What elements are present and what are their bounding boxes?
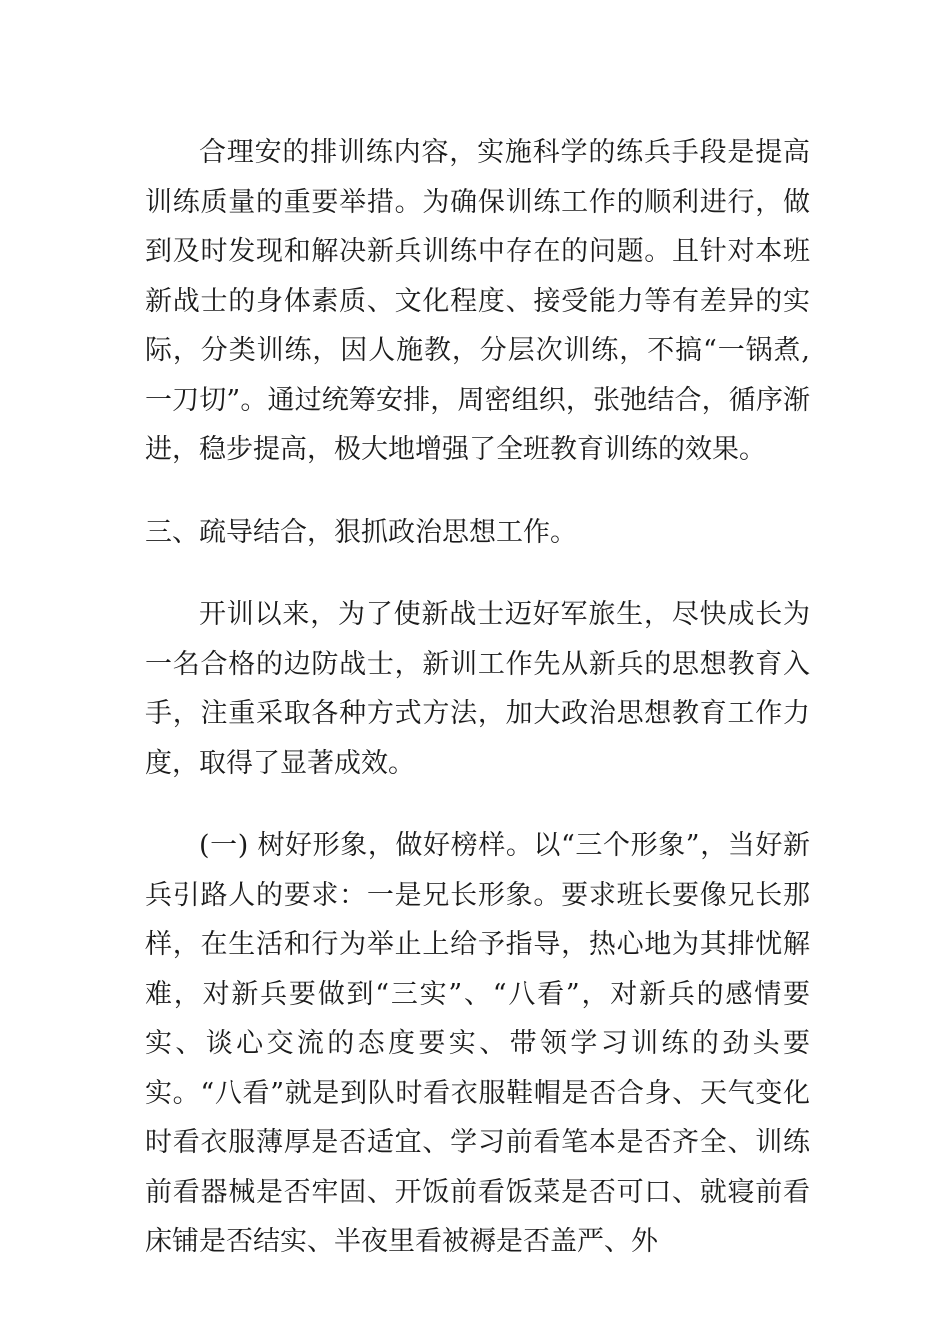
paragraph-training-content: 合理安的排训练内容，实施科学的练兵手段是提高训练质量的重要举措。为确保训练工作的顺利进行，做到及时发现和解决新兵训练中存在的问题。且针对本班新战士的身体素质、文化程度、接受能力等有差异的实际，分类训练，因人施教，分层次训练，不搞“一锅煮, 一刀切”。通过统筹安排，周密组织，张弛结合，循序渐进，稳步提高，极大地增强了全班教育训练的效果。 [145,137,810,465]
document-body [145,128,810,1267]
section-heading-political-work: 三、疏导结合，狠抓政治思想工作。 [145,516,577,548]
paragraph-political-education: 开训以来，为了使新战士迈好军旅生，尽快成长为一名合格的边防战士，新训工作先从新兵的思想教育入手，注重采取各种方式方法，加大政治思想教育工作力度，取得了显著成效。 [145,599,810,779]
paragraph-role-model: (一) 树好形象，做好榜样。以“三个形象”，当好新兵引路人的要求：一是兄长形象。要求班长要像兄长那样，在生活和行为举止上给予指导，热心地为其排忧解难，对新兵要做到“三实”、“八看”，对新兵的感情要实、谈心交流的态度要实、带领学习训练的劲头要实。“八看”就是到队时看衣服鞋帽是否合身、天气变化时看衣服薄厚是否适宜、学习前看笔本是否齐全、训练前看器械是否牢固、开饭前看饭菜是否可口、就寝前看床铺是否结实、半夜里看被褥是否盖严、外 [145,830,810,1257]
